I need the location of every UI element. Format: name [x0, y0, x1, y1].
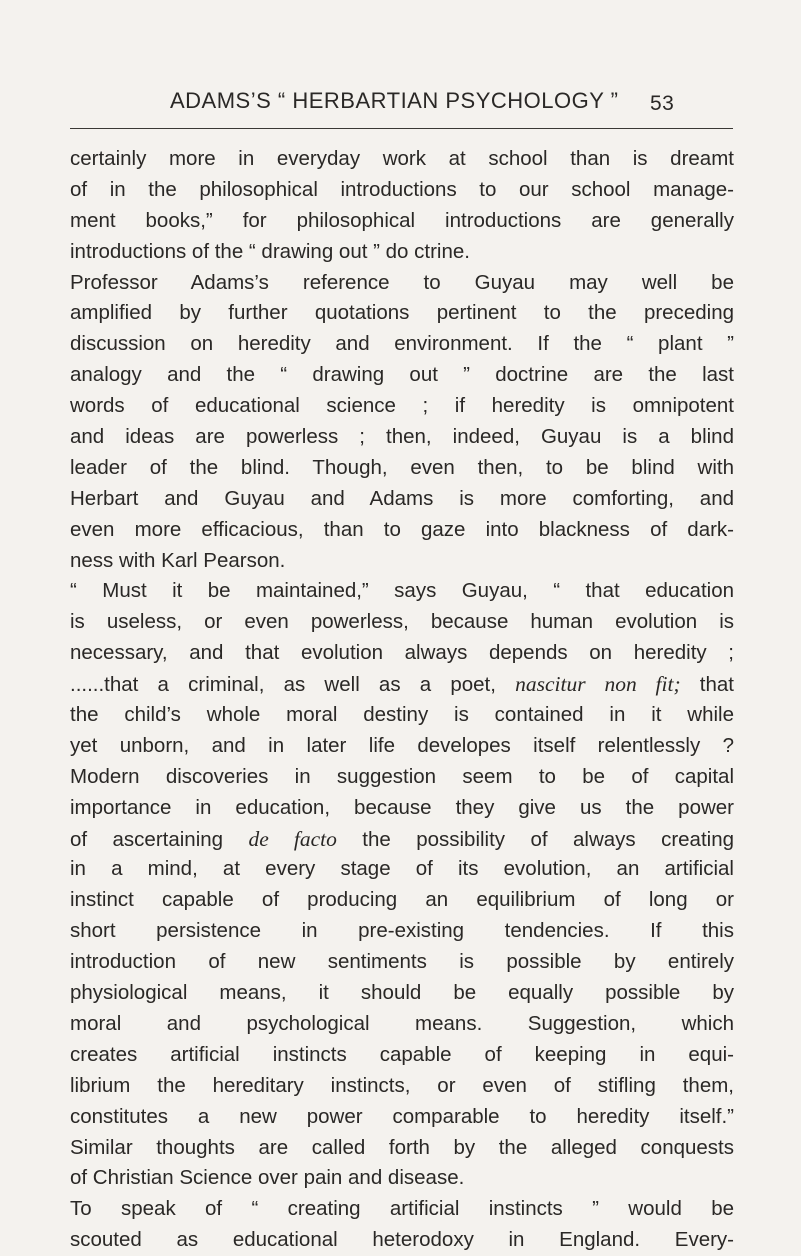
text-line: short persistence in pre-existing tendencies. If this [70, 919, 734, 943]
text-line: ness with Karl Pearson. [70, 548, 286, 572]
text-line: Herbart and Guyau and Adams is more comforting, and [70, 486, 734, 510]
text-line: words of educational science ; if heredity is omnipotent [70, 394, 734, 418]
text-segment: the possibility of always creating [336, 827, 734, 851]
text-segment: ......that a criminal, as well as a poet, [70, 673, 516, 697]
text-line: discussion on heredity and environment. If the “ plant ” [70, 332, 734, 356]
text-line: constitutes a new power comparable to heredity itself.” [70, 1104, 734, 1128]
text-line: certainly more in everyday work at school than is dreamt [70, 147, 734, 170]
text-line: amplified by further quotations pertinent to the preceding [70, 301, 734, 325]
running-head [0, 84, 801, 120]
text-line: yet unborn, and in later life developes itself relentlessly ? [70, 733, 734, 757]
text-line: Professor Adams’s reference to Guyau may well be [70, 270, 734, 294]
text-line-with-italic [70, 669, 734, 700]
text-line: To speak of “ creating artificial instincts ” would be [70, 1197, 734, 1221]
text-line: is useless, or even powerless, because human evolution is [70, 610, 734, 634]
text-line: importance in education, because they give us the power [70, 795, 734, 819]
text-line: of in the philosophical introductions to our school manage- [70, 177, 734, 201]
text-line: of Christian Science over pain and disease. [70, 1166, 465, 1190]
text-line: analogy and the “ drawing out ” doctrine are the last [70, 363, 734, 387]
italic-phrase: nascitur non fit; [515, 672, 681, 697]
text-line: Similar thoughts are called forth by the alleged conquests [70, 1135, 734, 1159]
italic-phrase: de facto [248, 826, 337, 851]
text-line: Modern discoveries in suggestion seem to be of capital [70, 764, 734, 788]
text-line: “ Must it be maintained,” says Guyau, “ that education [70, 579, 734, 603]
text-line: ment books,” for philosophical introductions are generally [70, 208, 734, 232]
text-segment: that [680, 673, 734, 697]
text-line: physiological means, it should be equally possible by [70, 981, 734, 1005]
running-title: ADAMS’S “ HERBARTIAN PSYCHOLOGY ” [170, 88, 619, 113]
page-number: 53 [650, 92, 675, 115]
text-line: even more efficacious, than to gaze into blackness of dark- [70, 517, 734, 541]
text-line: scouted as educational heterodoxy in England. Every- [70, 1228, 734, 1252]
body-text [70, 144, 734, 1256]
text-line-with-italic [70, 824, 734, 855]
text-line: introduction of new sentiments is possible by entirely [70, 950, 734, 974]
text-segment: of ascertaining [70, 827, 249, 851]
text-line: in a mind, at every stage of its evolution, an artificial [70, 857, 734, 881]
text-line: librium the hereditary instincts, or even of stifling them, [70, 1073, 734, 1097]
text-line: creates artificial instincts capable of keeping in equi- [70, 1042, 734, 1066]
text-line: the child’s whole moral destiny is contained in it while [70, 703, 734, 727]
text-line: necessary, and that evolution always depends on heredity ; [70, 641, 734, 665]
text-line: moral and psychological means. Suggestion, which [70, 1011, 734, 1035]
text-line: introductions of the “ drawing out ” do ctrine. [70, 239, 470, 263]
text-line: leader of the blind. Though, even then, to be blind with [70, 455, 734, 479]
text-line: instinct capable of producing an equilibrium of long or [70, 888, 734, 912]
header-rule [70, 128, 733, 129]
text-line: and ideas are powerless ; then, indeed, Guyau is a blind [70, 425, 734, 449]
